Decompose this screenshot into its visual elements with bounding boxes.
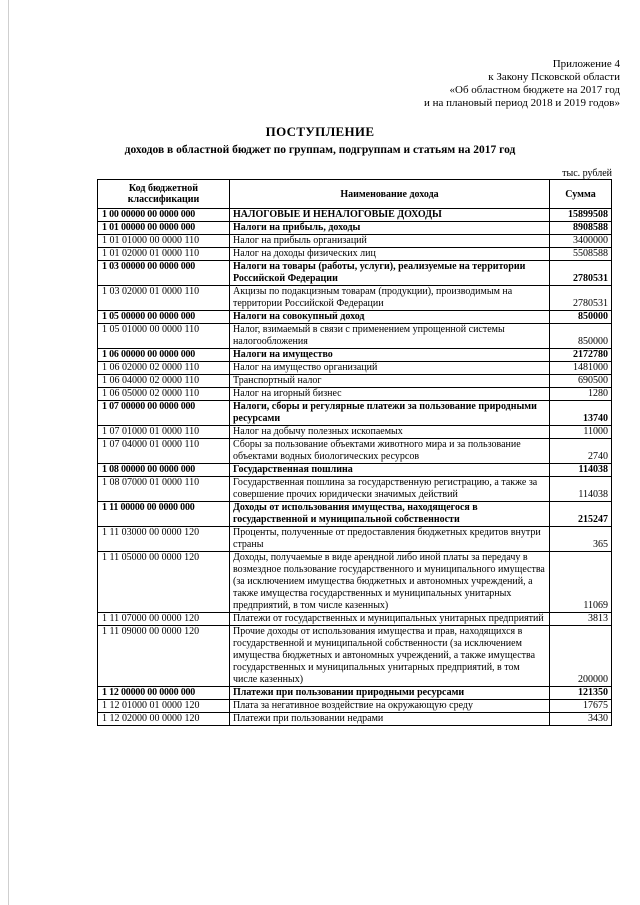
row-code: 1 12 00000 00 0000 000 bbox=[98, 687, 230, 700]
row-sum: 11000 bbox=[550, 426, 612, 439]
row-sum: 850000 bbox=[550, 311, 612, 324]
table-row bbox=[98, 552, 612, 613]
row-name: НАЛОГОВЫЕ И НЕНАЛОГОВЫЕ ДОХОДЫ bbox=[230, 209, 550, 222]
unit-label: тыс. рублей bbox=[562, 168, 612, 179]
revenue-table bbox=[97, 179, 612, 726]
table-header-row bbox=[98, 180, 612, 209]
row-sum: 5508588 bbox=[550, 248, 612, 261]
table-row bbox=[98, 349, 612, 362]
table-row bbox=[98, 388, 612, 401]
header-name: Наименование дохода bbox=[230, 180, 550, 209]
row-name: Налог на прибыль организаций bbox=[230, 235, 550, 248]
table-row bbox=[98, 222, 612, 235]
table-row bbox=[98, 613, 612, 626]
row-sum: 8908588 bbox=[550, 222, 612, 235]
row-name: Налоги на совокупный доход bbox=[230, 311, 550, 324]
row-name: Налог на добычу полезных ископаемых bbox=[230, 426, 550, 439]
row-sum: 2172780 bbox=[550, 349, 612, 362]
row-code: 1 00 00000 00 0000 000 bbox=[98, 209, 230, 222]
row-sum: 114038 bbox=[550, 464, 612, 477]
row-name: Налог на игорный бизнес bbox=[230, 388, 550, 401]
row-sum: 2780531 bbox=[550, 286, 612, 311]
table-row bbox=[98, 209, 612, 222]
row-name: Государственная пошлина bbox=[230, 464, 550, 477]
table-row bbox=[98, 401, 612, 426]
row-code: 1 11 00000 00 0000 000 bbox=[98, 502, 230, 527]
table-row bbox=[98, 687, 612, 700]
row-sum: 11069 bbox=[550, 552, 612, 613]
row-code: 1 07 04000 01 0000 110 bbox=[98, 439, 230, 464]
row-code: 1 03 02000 01 0000 110 bbox=[98, 286, 230, 311]
document-subtitle: доходов в областной бюджет по группам, подгруппам и статьям на 2017 год bbox=[124, 144, 516, 156]
row-name: Платежи от государственных и муниципальных унитарных предприятий bbox=[230, 613, 550, 626]
row-name: Проценты, полученные от предоставления бюджетных кредитов внутри страны bbox=[230, 527, 550, 552]
row-code: 1 01 01000 00 0000 110 bbox=[98, 235, 230, 248]
row-sum: 2780531 bbox=[550, 261, 612, 286]
table-row bbox=[98, 324, 612, 349]
row-sum: 121350 bbox=[550, 687, 612, 700]
row-name: Государственная пошлина за государственную регистрацию, а также за совершение прочих юридически значимых действий bbox=[230, 477, 550, 502]
row-name: Налог на доходы физических лиц bbox=[230, 248, 550, 261]
row-name: Плата за негативное воздействие на окружающую среду bbox=[230, 700, 550, 713]
row-name: Налоги, сборы и регулярные платежи за пользование природными ресурсами bbox=[230, 401, 550, 426]
table-row bbox=[98, 527, 612, 552]
row-name: Акцизы по подакцизным товарам (продукции), производимым на территории Российской Федерации bbox=[230, 286, 550, 311]
row-name: Доходы от использования имущества, находящегося в государственной и муниципальной собственности bbox=[230, 502, 550, 527]
row-sum: 1481000 bbox=[550, 362, 612, 375]
row-sum: 365 bbox=[550, 527, 612, 552]
row-sum: 3813 bbox=[550, 613, 612, 626]
appendix-line-2: к Закону Псковской области bbox=[488, 71, 620, 83]
table-row bbox=[98, 626, 612, 687]
row-code: 1 05 00000 00 0000 000 bbox=[98, 311, 230, 324]
table-row bbox=[98, 426, 612, 439]
table-row bbox=[98, 713, 612, 726]
table-row bbox=[98, 248, 612, 261]
table-row bbox=[98, 375, 612, 388]
row-name: Сборы за пользование объектами животного мира и за пользование объектами водных биологических ресурсов bbox=[230, 439, 550, 464]
row-name: Платежи при пользовании природными ресурсами bbox=[230, 687, 550, 700]
row-sum: 17675 bbox=[550, 700, 612, 713]
table-row bbox=[98, 464, 612, 477]
table-row bbox=[98, 439, 612, 464]
row-sum: 3400000 bbox=[550, 235, 612, 248]
row-sum: 1280 bbox=[550, 388, 612, 401]
header-sum: Сумма bbox=[550, 180, 612, 209]
row-sum: 690500 bbox=[550, 375, 612, 388]
row-code: 1 12 01000 01 0000 120 bbox=[98, 700, 230, 713]
row-code: 1 01 00000 00 0000 000 bbox=[98, 222, 230, 235]
row-code: 1 11 07000 00 0000 120 bbox=[98, 613, 230, 626]
appendix-line-3: «Об областном бюджете на 2017 год bbox=[449, 84, 620, 96]
row-code: 1 08 00000 00 0000 000 bbox=[98, 464, 230, 477]
row-code: 1 08 07000 01 0000 110 bbox=[98, 477, 230, 502]
row-name: Платежи при пользовании недрами bbox=[230, 713, 550, 726]
row-name: Транспортный налог bbox=[230, 375, 550, 388]
row-code: 1 06 00000 00 0000 000 bbox=[98, 349, 230, 362]
table-row bbox=[98, 362, 612, 375]
appendix-line-4: и на плановый период 2018 и 2019 годов» bbox=[423, 97, 620, 109]
row-sum: 3430 bbox=[550, 713, 612, 726]
row-code: 1 06 04000 02 0000 110 bbox=[98, 375, 230, 388]
row-sum: 200000 bbox=[550, 626, 612, 687]
table-body bbox=[98, 209, 612, 726]
row-sum: 215247 bbox=[550, 502, 612, 527]
row-name: Налоги на имущество bbox=[230, 349, 550, 362]
table-row bbox=[98, 477, 612, 502]
row-code: 1 03 00000 00 0000 000 bbox=[98, 261, 230, 286]
row-code: 1 12 02000 00 0000 120 bbox=[98, 713, 230, 726]
table-row bbox=[98, 286, 612, 311]
row-name: Налоги на товары (работы, услуги), реализуемые на территории Российской Федерации bbox=[230, 261, 550, 286]
row-code: 1 05 01000 00 0000 110 bbox=[98, 324, 230, 349]
row-name: Налог, взимаемый в связи с применением упрощенной системы налогообложения bbox=[230, 324, 550, 349]
row-sum: 15899508 bbox=[550, 209, 612, 222]
appendix-reference bbox=[320, 58, 620, 110]
table-row bbox=[98, 502, 612, 527]
row-sum: 13740 bbox=[550, 401, 612, 426]
row-name: Доходы, получаемые в виде арендной либо иной платы за передачу в возмездное пользование государственного и муниципального имущества (за исключением имущества бюджетных и автономных учреждений, а также имущества государственных и муниципальных унитарных предприятий, в том числе казенных) bbox=[230, 552, 550, 613]
row-sum: 114038 bbox=[550, 477, 612, 502]
row-name: Прочие доходы от использования имущества и прав, находящихся в государственной и муниципальной собственности (за исключением имущества бюджетных и автономных учреждений, а также имущества государственных и муниципальных унитарных предприятий, в том числе казенных) bbox=[230, 626, 550, 687]
header-code: Код бюджетной классификации bbox=[98, 180, 230, 209]
row-sum: 850000 bbox=[550, 324, 612, 349]
table-row bbox=[98, 311, 612, 324]
document-title: ПОСТУПЛЕНИЕ bbox=[265, 124, 375, 139]
row-code: 1 07 01000 01 0000 110 bbox=[98, 426, 230, 439]
row-code: 1 01 02000 01 0000 110 bbox=[98, 248, 230, 261]
row-code: 1 06 05000 02 0000 110 bbox=[98, 388, 230, 401]
row-name: Налоги на прибыль, доходы bbox=[230, 222, 550, 235]
table-row bbox=[98, 700, 612, 713]
table-row bbox=[98, 235, 612, 248]
row-code: 1 11 09000 00 0000 120 bbox=[98, 626, 230, 687]
row-code: 1 07 00000 00 0000 000 bbox=[98, 401, 230, 426]
row-code: 1 06 02000 02 0000 110 bbox=[98, 362, 230, 375]
row-code: 1 11 05000 00 0000 120 bbox=[98, 552, 230, 613]
appendix-line-1: Приложение 4 bbox=[552, 58, 620, 70]
row-name: Налог на имущество организаций bbox=[230, 362, 550, 375]
row-code: 1 11 03000 00 0000 120 bbox=[98, 527, 230, 552]
row-sum: 2740 bbox=[550, 439, 612, 464]
table-row bbox=[98, 261, 612, 286]
